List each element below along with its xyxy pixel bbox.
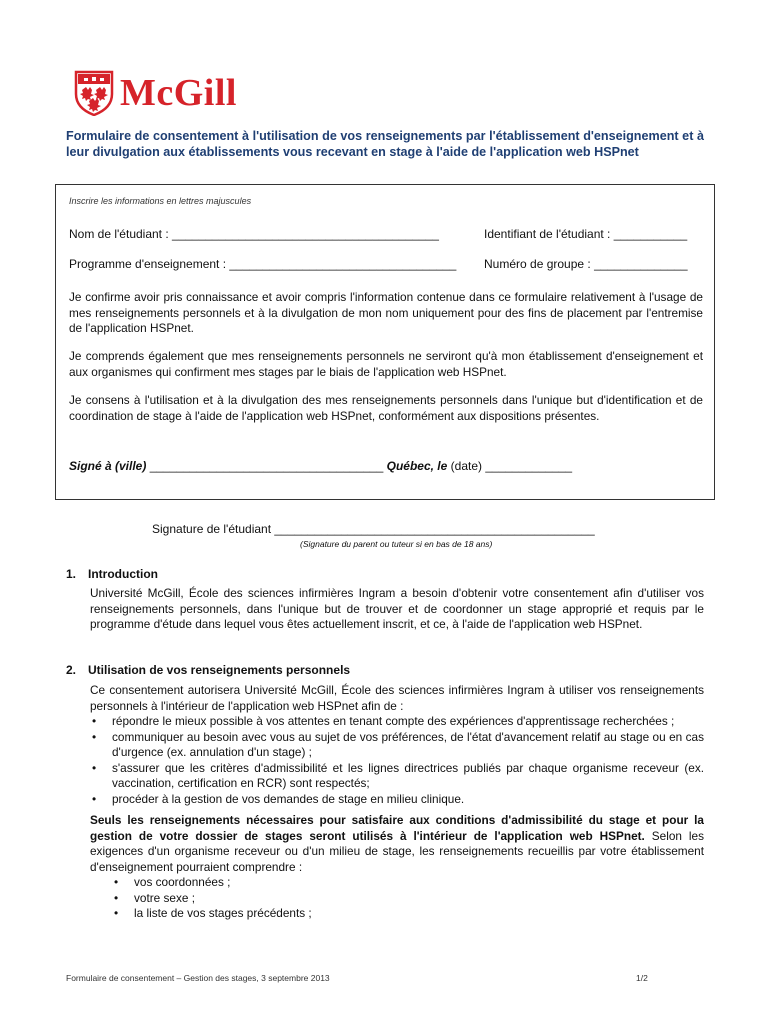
usage-list <box>90 714 704 807</box>
limits-text: Selon les exigences d'un organisme receveur ou d'un milieu de stage, les renseignements recueillis par votre établissement d'enseignement pourraient comprendre : <box>90 828 704 874</box>
student-name-field[interactable]: Nom de l'étudiant : ________________________________________ <box>69 227 439 241</box>
limits-bold-text: Seuls les renseignements nécessaires pour satisfaire aux conditions d'admissibilité du stage et pour la gestion de votre dossier de stages seront utilisés à l'intérieur de l'application web HSPnet. <box>90 813 704 843</box>
form-note: Inscrire les informations en lettres majuscules <box>69 196 252 206</box>
signed-row <box>69 459 572 473</box>
student-id-field[interactable]: Identifiant de l'étudiant : ___________ <box>484 227 688 241</box>
consent-form-box <box>55 184 715 500</box>
group-field[interactable]: Numéro de groupe : ______________ <box>484 257 688 271</box>
document-title: Formulaire de consentement à l'utilisation de vos renseignements par l'établissement d'enseignement et à leur divulgation aux établissements vous recevant en stage à l'aide de l'application web HSPnet <box>66 129 704 159</box>
list-item: • communiquer au besoin avec vous au sujet de vos préférences, de l'état d'avancement relatif au stage ou en cas d'urgence (ex. annulation d'un stage) ; <box>90 730 704 761</box>
section-2-limits <box>90 813 704 875</box>
list-item: • votre sexe ; <box>112 891 704 907</box>
list-item: • procéder à la gestion de vos demandes de stage en milieu clinique. <box>90 792 704 808</box>
section-2-body <box>90 683 704 922</box>
consent-paragraph-1: Je confirme avoir pris connaissance et avoir compris l'information contenue dans ce formulaire relativement à l'usage de mes renseignements personnels et à la divulgation de mon nom uniquement pour des fins de placement par l'entremise de l'application HSPnet. <box>69 290 703 335</box>
section-1-title: Introduction <box>88 567 158 581</box>
date-field[interactable]: (date) _____________ <box>447 459 573 473</box>
section-2-heading <box>66 663 350 677</box>
list-item: • vos coordonnées ; <box>112 875 704 891</box>
quebec-label: Québec, le <box>386 459 448 473</box>
logo-wordmark: McGill <box>120 72 237 114</box>
footer-text: Formulaire de consentement – Gestion des stages, 3 septembre 2013 <box>66 973 330 983</box>
section-2-title: Utilisation de vos renseignements personnels <box>88 663 351 677</box>
program-field[interactable]: Programme d'enseignement : __________________________________ <box>69 257 457 271</box>
section-2-intro: Ce consentement autorisera Université McGill, École des sciences infirmières Ingram à utiliser vos renseignements personnels à l'intérieur de l'application web HSPnet afin de : <box>90 683 704 713</box>
signed-label: Signé à (ville) <box>69 459 147 473</box>
consent-paragraph-3: Je consens à l'utilisation et à la divulgation des mes renseignements personnels dans l'unique but d'identification et de coordination de stage à l'aide de l'application web HSPnet, conformément aux dispositions présentes. <box>69 393 703 423</box>
program-row <box>69 257 705 271</box>
info-list <box>90 875 704 922</box>
list-item: • répondre le mieux possible à vos attentes en tenant compte des expériences d'apprentissage recherchées ; <box>90 714 704 730</box>
section-1-number: 1. <box>66 567 77 581</box>
city-field[interactable]: ___________________________________ <box>146 459 387 473</box>
section-2-number: 2. <box>66 663 77 677</box>
list-item: • s'assurer que les critères d'admissibilité et les lignes directrices publiés par chaque organisme receveur (ex. vaccination, certification en RCR) sont respectés; <box>90 761 704 792</box>
section-1-heading <box>66 567 158 581</box>
list-item: • la liste de vos stages précédents ; <box>112 906 704 922</box>
signature-note: (Signature du parent ou tuteur si en bas de 18 ans) <box>300 539 493 549</box>
mcgill-crest-icon <box>74 70 114 116</box>
page-number: 1/2 <box>636 973 648 983</box>
consent-paragraph-2: Je comprends également que mes renseignements personnels ne serviront qu'à mon établissement d'enseignement et aux organismes qui confirment mes stages par le biais de l'application web HSPnet. <box>69 349 703 379</box>
student-signature-field[interactable]: Signature de l'étudiant ________________________________________________ <box>152 522 595 536</box>
section-1-body: Université McGill, École des sciences infirmières Ingram a besoin d'obtenir votre consentement afin d'utiliser vos renseignements personnels, dans l'unique but de trouver et de coordonner un stage approprié et requis par le programme d'étude dans lequel vous êtes actuellement inscrit, et ce, à l'aide de l'application web HSPnet. <box>90 586 704 631</box>
mcgill-logo <box>74 70 237 116</box>
student-name-row <box>69 227 705 241</box>
